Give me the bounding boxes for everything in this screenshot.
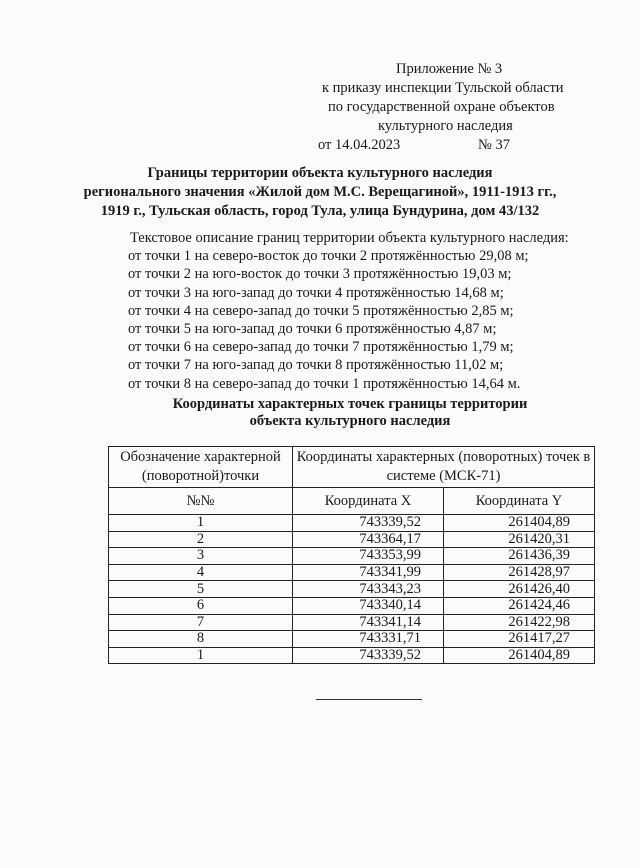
point-number: 1 bbox=[109, 515, 293, 532]
coord-y: 261424,46 bbox=[444, 597, 595, 614]
point-number: 7 bbox=[109, 614, 293, 631]
coord-x: 743364,17 bbox=[293, 531, 444, 548]
segment-item: от точки 8 на северо-запад до точки 1 протяжённостью 14,64 м. bbox=[128, 375, 521, 392]
table-row bbox=[109, 531, 595, 548]
segment-item: от точки 5 на юго-запад до точки 6 протяжённостью 4,87 м; bbox=[128, 321, 497, 338]
table-row bbox=[109, 614, 595, 631]
table-title-line-1: Координаты характерных точек границы территории bbox=[172, 396, 528, 412]
subheader-y: Координата Y bbox=[444, 488, 595, 515]
header-coordinates-system: Координаты характерных (поворотных) точек в системе (МСК-71) bbox=[293, 447, 595, 488]
annex-order-line: к приказу инспекции Тульской области bbox=[322, 80, 564, 96]
table-row bbox=[109, 515, 595, 532]
annex-order-number: № 37 bbox=[478, 137, 510, 153]
table-row bbox=[109, 597, 595, 614]
table-row bbox=[109, 548, 595, 565]
closing-divider-line bbox=[316, 699, 422, 700]
table-header-row bbox=[109, 447, 595, 488]
table-subheader-row bbox=[109, 488, 595, 515]
coord-y: 261436,39 bbox=[444, 548, 595, 565]
coord-x: 743331,71 bbox=[293, 631, 444, 648]
annex-number: Приложение № 3 bbox=[396, 61, 503, 77]
segment-item: от точки 1 на северо-восток до точки 2 протяжённостью 29,08 м; bbox=[128, 248, 529, 265]
coord-x: 743343,23 bbox=[293, 581, 444, 598]
segment-item: от точки 2 на юго-восток до точки 3 протяжённостью 19,03 м; bbox=[128, 266, 512, 283]
coord-x: 743339,52 bbox=[293, 515, 444, 532]
boundary-description bbox=[130, 229, 610, 393]
subheader-number: №№ bbox=[109, 488, 293, 515]
table-row bbox=[109, 581, 595, 598]
table-title-line-2: объекта культурного наследия bbox=[249, 413, 451, 429]
coord-y: 261428,97 bbox=[444, 564, 595, 581]
coord-x: 743353,99 bbox=[293, 548, 444, 565]
segment-item: от точки 3 на юго-запад до точки 4 протяжённостью 14,68 м; bbox=[128, 284, 504, 301]
table-row bbox=[109, 647, 595, 664]
coord-y: 261426,40 bbox=[444, 581, 595, 598]
coord-y: 261420,31 bbox=[444, 531, 595, 548]
coord-x: 743341,99 bbox=[293, 564, 444, 581]
coord-y: 261404,89 bbox=[444, 515, 595, 532]
title-line-3: 1919 г., Тульская область, город Тула, улица Бундурина, дом 43/132 bbox=[100, 203, 540, 219]
coord-y: 261417,27 bbox=[444, 631, 595, 648]
document-title bbox=[40, 164, 600, 221]
annex-authority-line: по государственной охране объектов bbox=[328, 99, 555, 115]
segment-list bbox=[128, 247, 610, 393]
annex-heritage-line: культурного наследия bbox=[378, 118, 513, 134]
title-line-2: регионального значения «Жилой дом М.С. Верещагиной», 1911-1913 гг., bbox=[83, 184, 557, 200]
coord-y: 261404,89 bbox=[444, 647, 595, 664]
coord-x: 743340,14 bbox=[293, 597, 444, 614]
point-number: 6 bbox=[109, 597, 293, 614]
coordinates-table bbox=[108, 446, 595, 664]
table-title bbox=[150, 396, 550, 430]
segment-item: от точки 4 на северо-запад до точки 5 протяжённостью 2,85 м; bbox=[128, 302, 514, 319]
subheader-x: Координата X bbox=[293, 488, 444, 515]
coord-x: 743339,52 bbox=[293, 647, 444, 664]
title-line-1: Границы территории объекта культурного наследия bbox=[147, 165, 493, 181]
segment-item: от точки 7 на юго-запад до точки 8 протяжённостью 11,02 м; bbox=[128, 357, 504, 374]
point-number: 5 bbox=[109, 581, 293, 598]
point-number: 1 bbox=[109, 647, 293, 664]
point-number: 4 bbox=[109, 564, 293, 581]
annex-date: от 14.04.2023 bbox=[318, 137, 401, 153]
table-row bbox=[109, 631, 595, 648]
point-number: 8 bbox=[109, 631, 293, 648]
coord-x: 743341,14 bbox=[293, 614, 444, 631]
description-intro: Текстовое описание границ территории объекта культурного наследия: bbox=[130, 230, 569, 246]
segment-item: от точки 6 на северо-запад до точки 7 протяжённостью 1,79 м; bbox=[128, 339, 514, 356]
coord-y: 261422,98 bbox=[444, 614, 595, 631]
point-number: 3 bbox=[109, 548, 293, 565]
table-row bbox=[109, 564, 595, 581]
header-point-designation: Обозначение характерной (поворотной)точки bbox=[109, 447, 293, 488]
annex-header bbox=[300, 60, 600, 155]
point-number: 2 bbox=[109, 531, 293, 548]
annex-date-number bbox=[300, 136, 600, 155]
